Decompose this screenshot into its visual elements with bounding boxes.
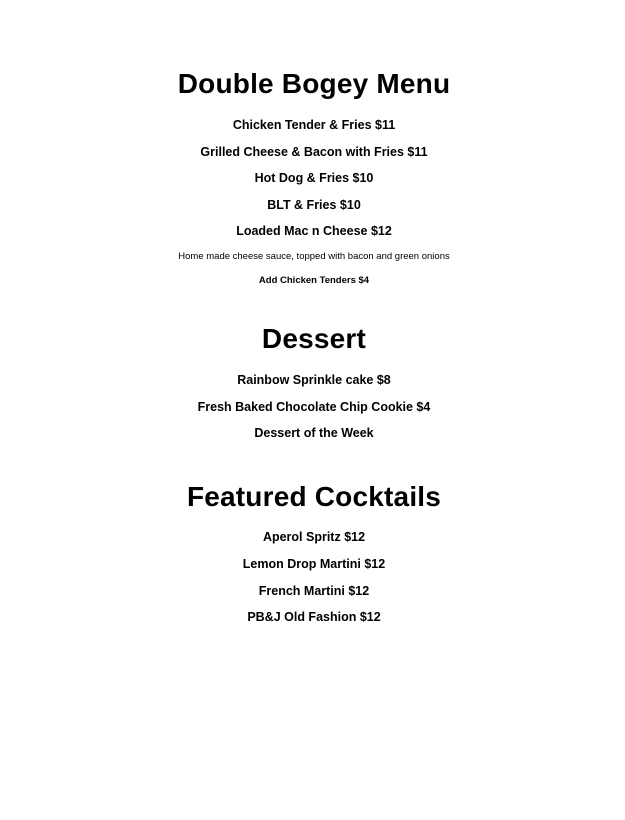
dessert-item: Dessert of the Week [254, 426, 374, 440]
menu-title: Double Bogey Menu [177, 68, 451, 99]
menu-addon: Add Chicken Tenders $4 [258, 275, 370, 286]
menu-item: BLT & Fries $10 [267, 198, 361, 212]
menu-item: Loaded Mac n Cheese $12 [236, 224, 392, 238]
cocktails-title: Featured Cocktails [186, 481, 442, 512]
menu-item: Hot Dog & Fries $10 [254, 171, 374, 185]
menu-item-description: Home made cheese sauce, topped with bacon and green onions [178, 251, 450, 262]
dessert-item: Fresh Baked Chocolate Chip Cookie $4 [197, 400, 431, 414]
menu-item: Grilled Cheese & Bacon with Fries $11 [200, 145, 428, 159]
cocktail-item: PB&J Old Fashion $12 [247, 610, 381, 624]
cocktail-item: Aperol Spritz $12 [262, 530, 366, 544]
dessert-item: Rainbow Sprinkle cake $8 [237, 373, 391, 387]
menu-item: Chicken Tender & Fries $11 [232, 118, 396, 132]
cocktail-item: Lemon Drop Martini $12 [242, 557, 386, 571]
cocktail-item: French Martini $12 [258, 584, 370, 598]
dessert-title: Dessert [261, 323, 367, 354]
